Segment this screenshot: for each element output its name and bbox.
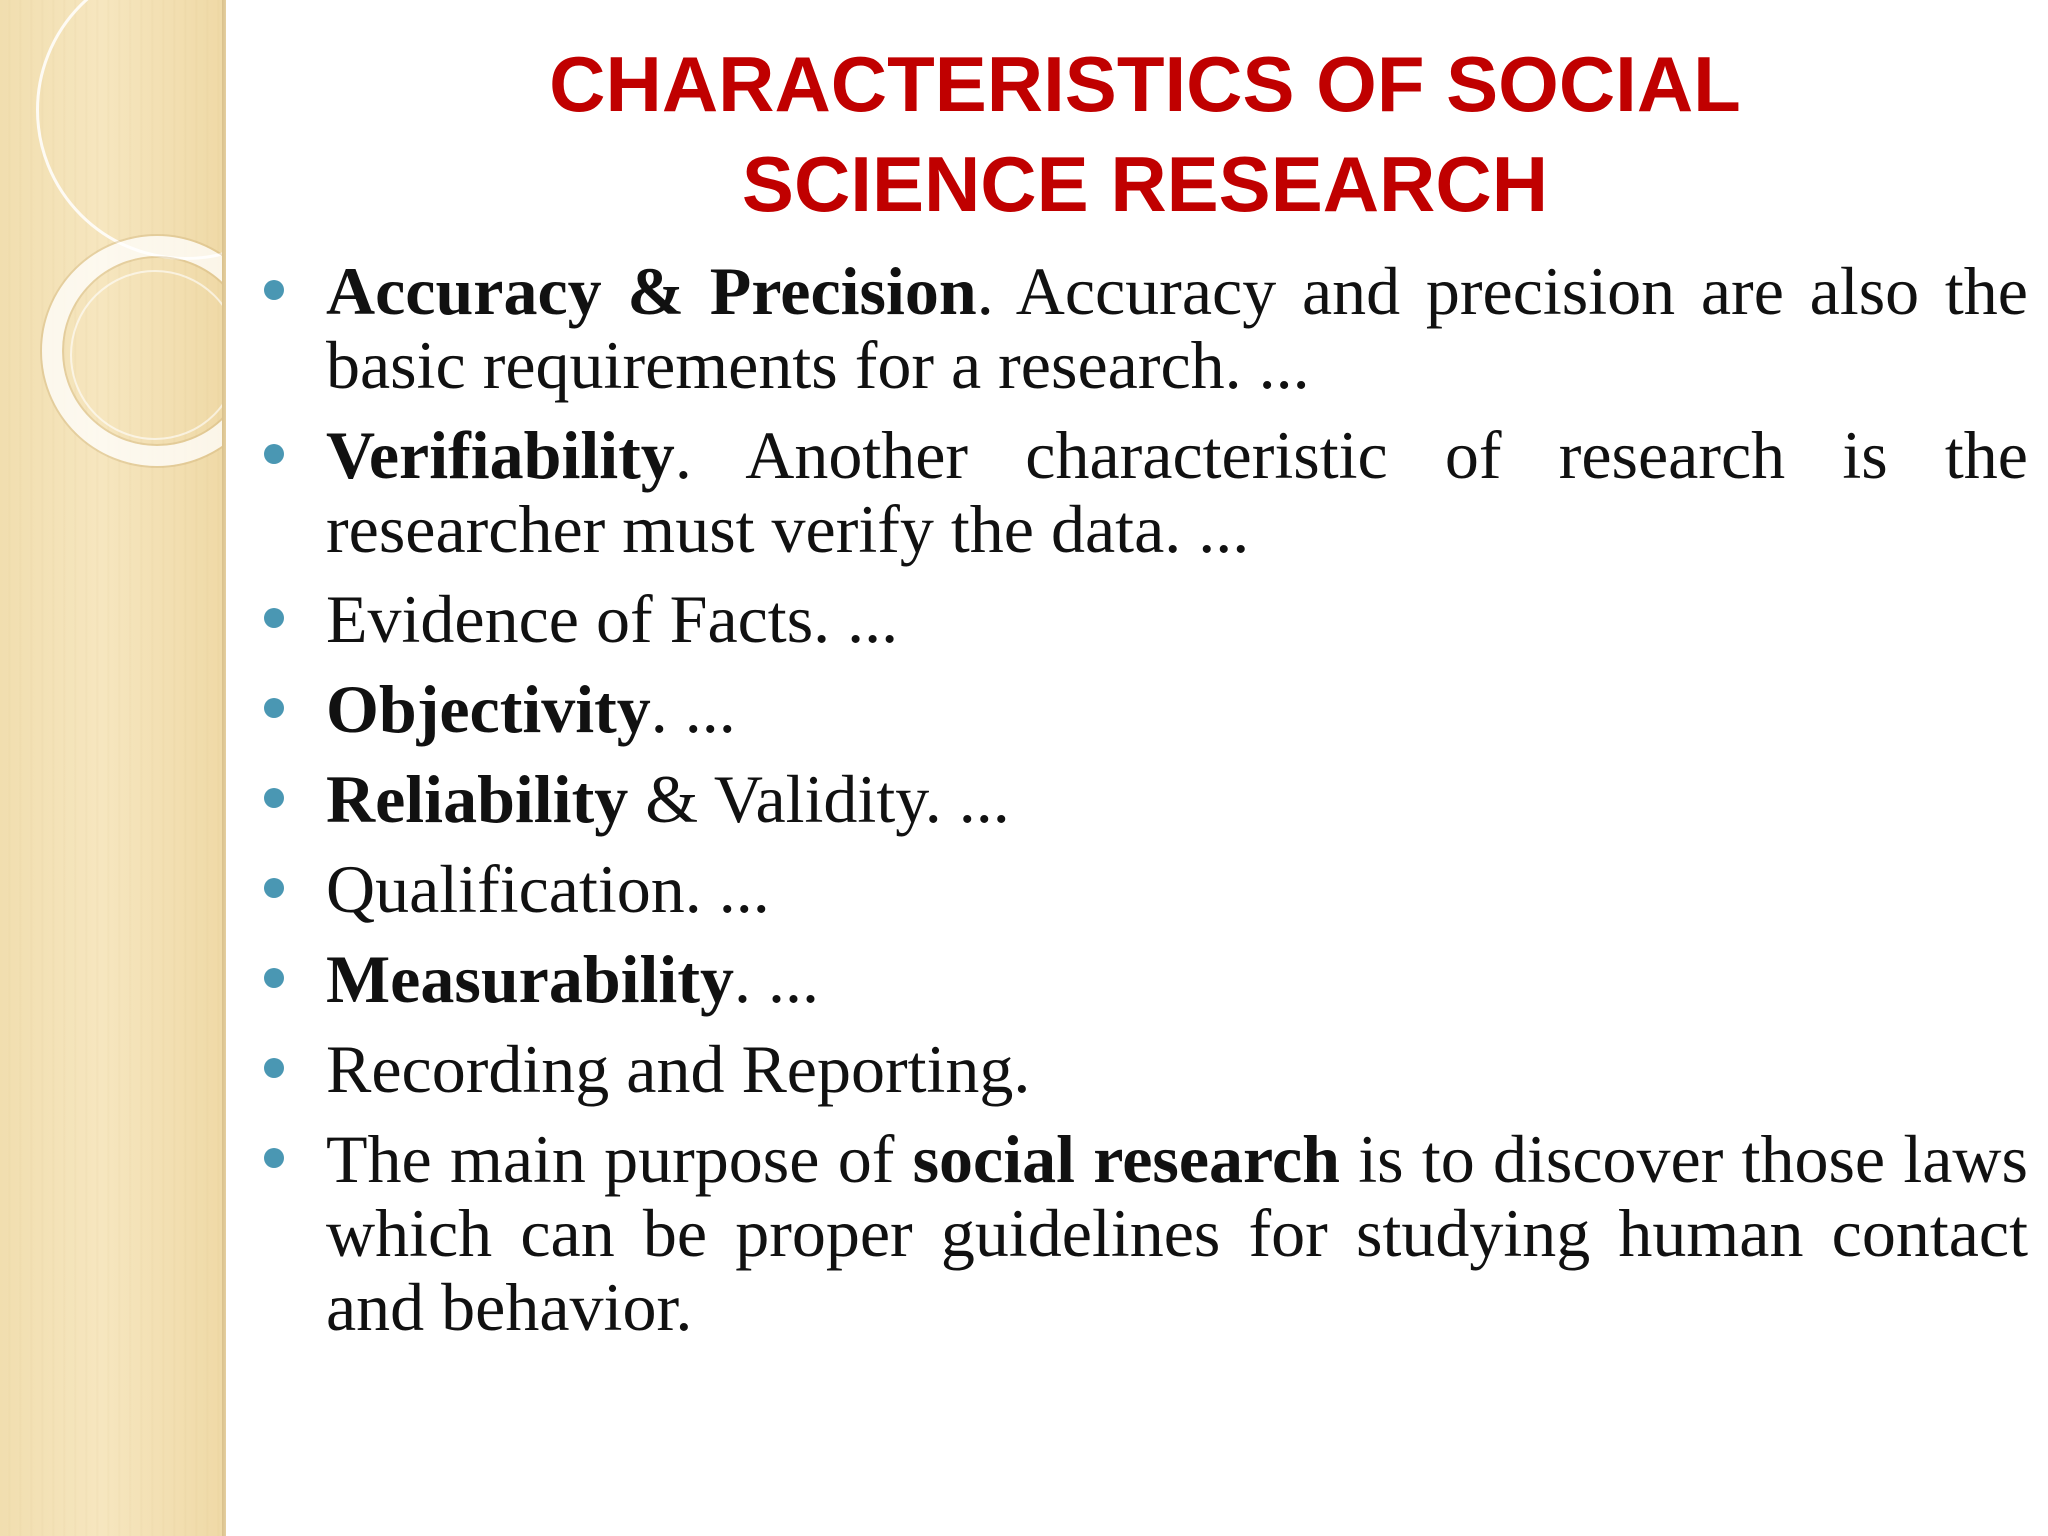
list-item-accuracy bbox=[264, 254, 2028, 402]
list-item-main-purpose bbox=[264, 1122, 2028, 1344]
item-text: is to discover those laws which can be proper guidelines for studying human contact and behavior. bbox=[326, 1121, 2028, 1345]
bullet-dot-icon bbox=[264, 788, 284, 808]
bullet-dot-icon bbox=[264, 968, 284, 988]
bullet-dot-icon bbox=[264, 1058, 284, 1078]
item-text: Qualification. ... bbox=[326, 851, 770, 927]
sidebar-edge bbox=[222, 0, 226, 1536]
item-term: Verifiability bbox=[326, 417, 675, 493]
bullet-dot-icon bbox=[264, 1148, 284, 1168]
decorative-sidebar bbox=[0, 0, 226, 1536]
item-term: Objectivity bbox=[326, 671, 651, 747]
item-term: social research bbox=[912, 1121, 1340, 1197]
list-item-verifiability bbox=[264, 418, 2028, 566]
item-term: Accuracy & Precision bbox=[326, 253, 977, 329]
slide-title-line-1: CHARACTERISTICS OF SOCIAL bbox=[549, 40, 1741, 128]
item-text: Evidence of Facts. ... bbox=[326, 581, 899, 657]
item-text: . ... bbox=[733, 941, 819, 1017]
slide-title bbox=[330, 34, 1960, 234]
item-term: Measurability bbox=[326, 941, 734, 1017]
item-text: . Another characteristic of research is the researcher must verify the data. ... bbox=[326, 417, 2028, 567]
list-item-evidence bbox=[264, 582, 2028, 656]
list-item-reliability bbox=[264, 762, 2028, 836]
decorative-ring-thin bbox=[70, 270, 226, 440]
item-text: Recording and Reporting. bbox=[326, 1031, 1031, 1107]
bullet-dot-icon bbox=[264, 878, 284, 898]
slide-title-line-2: SCIENCE RESEARCH bbox=[741, 140, 1549, 228]
bullet-list bbox=[264, 254, 2028, 1360]
item-text-lead: The main purpose of bbox=[326, 1121, 913, 1197]
list-item-qualification bbox=[264, 852, 2028, 926]
bullet-dot-icon bbox=[264, 608, 284, 628]
bullet-dot-icon bbox=[264, 444, 284, 464]
item-text: & Validity. ... bbox=[628, 761, 1010, 837]
list-item-objectivity bbox=[264, 672, 2028, 746]
list-item-measurability bbox=[264, 942, 2028, 1016]
list-item-recording bbox=[264, 1032, 2028, 1106]
item-text: . ... bbox=[650, 671, 736, 747]
item-term: Reliability bbox=[326, 761, 629, 837]
item-text: . Accuracy and precision are also the basic requirements for a research. ... bbox=[326, 253, 2028, 403]
bullet-dot-icon bbox=[264, 280, 284, 300]
bullet-dot-icon bbox=[264, 698, 284, 718]
